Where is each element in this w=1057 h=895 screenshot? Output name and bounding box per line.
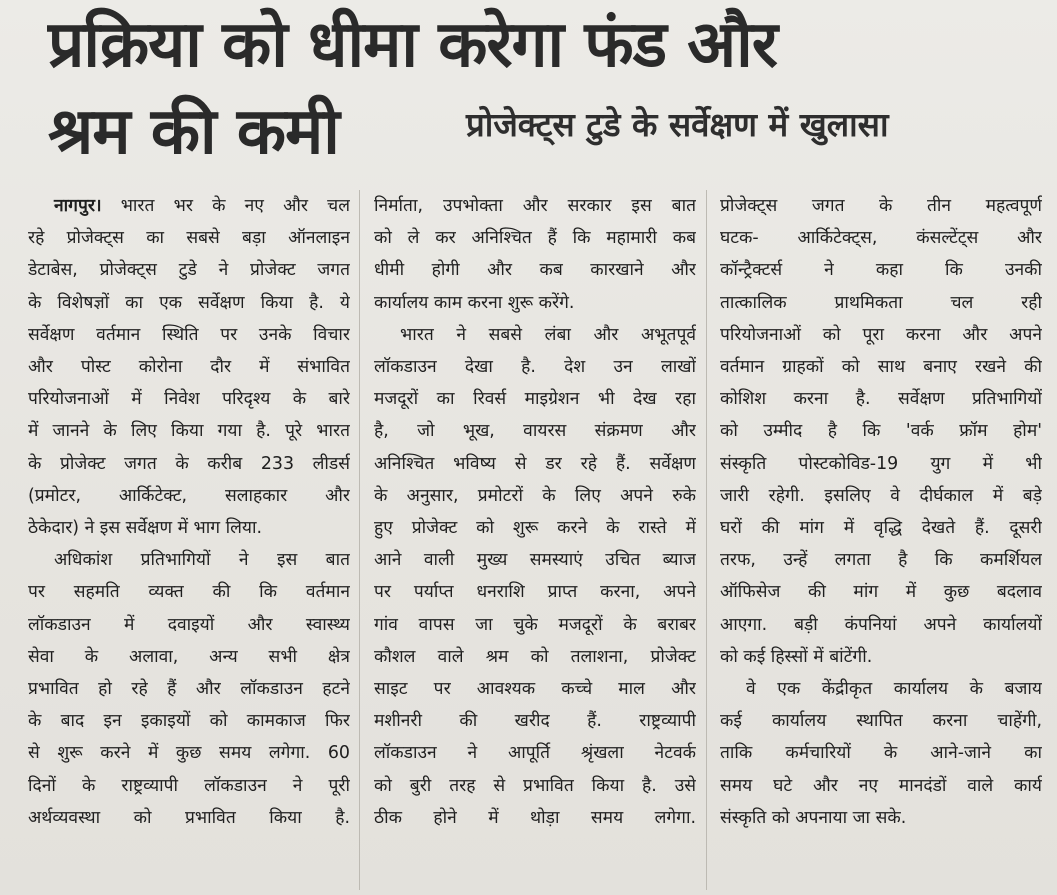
text-line: कौशल वाले श्रम को तलाशना, प्रोजेक्ट xyxy=(374,646,696,667)
text-line: प्रभावित हो रहे हैं और लॉकडाउन हटने xyxy=(28,679,350,700)
text-line: अनिश्चित भविष्य से डर रहे हैं. सर्वेक्षण xyxy=(374,453,696,474)
text-line: ऑफिसेज की मांग में कुछ बदलाव xyxy=(720,582,1042,603)
text-line: में जानने के लिए किया गया है. पूरे भारत xyxy=(28,421,350,442)
column-divider xyxy=(359,190,360,890)
text-line: गांव वापस जा चुके मजदूरों के बराबर xyxy=(374,614,696,635)
text-line: सेवा के अलावा, अन्य सभी क्षेत्र xyxy=(28,646,350,667)
text-line: ताकि कर्मचारियों के आने-जाने का xyxy=(720,743,1042,764)
text-line: डेटाबेस, प्रोजेक्ट्स टुडे ने प्रोजेक्ट जगत xyxy=(28,260,350,281)
headline-line-1: प्रक्रिया को धीमा करेगा फंड और xyxy=(48,8,777,82)
text-line: संस्कृति पोस्टकोविड-19 युग में भी xyxy=(720,453,1042,474)
text-line: पर पर्याप्त धनराशि प्राप्त करना, अपने xyxy=(374,582,696,603)
text-line: अर्थव्यवस्था को प्रभावित किया है. xyxy=(28,807,350,828)
text-line: अधिकांश प्रतिभागियों ने इस बात xyxy=(54,550,350,571)
text-line: निर्माता, उपभोक्ता और सरकार इस बात xyxy=(374,196,696,216)
text-line: लॉकडाउन ने आपूर्ति श्रृंखला नेटवर्क xyxy=(374,743,696,764)
text-line: आने वाली मुख्य समस्याएं उचित ब्याज xyxy=(374,550,696,571)
headline-line-2: श्रम की कमी xyxy=(48,95,339,169)
text-line: घरों की मांग में वृद्धि देखते हैं. दूसरी xyxy=(720,518,1042,539)
text-line: वर्तमान ग्राहकों को साथ बनाए रखने की xyxy=(720,357,1042,378)
text-line: लॉकडाउन में दवाइयों और स्वास्थ्य xyxy=(28,614,350,635)
text-line: साइट पर आवश्यक कच्चे माल और xyxy=(374,679,696,700)
subheadline: प्रोजेक्ट्स टुडे के सर्वेक्षण में खुलासा xyxy=(466,105,889,144)
text-line: और पोस्ट कोरोना दौर में संभावित xyxy=(28,357,350,378)
article-column-3 xyxy=(720,190,1042,834)
text-line: को कई हिस्सों में बांटेंगी. xyxy=(720,646,873,667)
text-line: कार्यालय काम करना शुरू करेंगे. xyxy=(374,292,575,313)
text-line: ठेकेदार) ने इस सर्वेक्षण में भाग लिया. xyxy=(28,518,263,539)
article-column-1 xyxy=(28,190,350,834)
text-line: को उम्मीद है कि 'वर्क फ्रॉम होम' xyxy=(720,421,1042,442)
text-line: आएगा. बड़ी कंपनियां अपने कार्यालयों xyxy=(720,614,1042,635)
text-line: कई कार्यालय स्थापित करना चाहेंगी, xyxy=(720,711,1042,732)
text-line: ठीक होने में थोड़ा समय लगेगा. xyxy=(374,807,696,828)
text-line: सर्वेक्षण वर्तमान स्थिति पर उनके विचार xyxy=(28,324,350,345)
text-line: के बाद इन इकाइयों को कामकाज फिर xyxy=(28,711,350,732)
text-line: मजदूरों का रिवर्स माइग्रेशन भी देख रहा xyxy=(374,389,696,410)
text-line: तरफ, उन्हें लगता है कि कमर्शियल xyxy=(720,550,1042,571)
text-line: घटक- आर्किटेक्ट्स, कंसल्टेंट्स और xyxy=(720,228,1042,249)
text-line: को ले कर अनिश्चित हैं कि महामारी कब xyxy=(374,228,696,249)
text-line: समय घटे और नए मानदंडों वाले कार्य xyxy=(720,775,1042,796)
text-line: (प्रमोटर, आर्किटेक्ट, सलाहकार और xyxy=(28,485,350,506)
text-line: भारत ने सबसे लंबा और अभूतपूर्व xyxy=(400,324,696,345)
text-line: के प्रोजेक्ट जगत के करीब 233 लीडर्स xyxy=(28,453,350,474)
column-divider xyxy=(706,190,707,890)
text-line: वे एक केंद्रीकृत कार्यालय के बजाय xyxy=(746,679,1042,700)
text-line: कॉन्ट्रैक्टर्स ने कहा कि उनकी xyxy=(720,260,1042,281)
text-line: के अनुसार, प्रमोटरों के लिए अपने रुके xyxy=(374,485,696,506)
text-line: दिनों के राष्ट्रव्यापी लॉकडाउन ने पूरी xyxy=(28,775,350,796)
text-line: हुए प्रोजेक्ट को शुरू करने के रास्ते में xyxy=(374,518,696,539)
text-line: पर सहमति व्यक्त की कि वर्तमान xyxy=(28,582,350,603)
article-column-2 xyxy=(374,190,696,834)
text-line: के विशेषज्ञों का एक सर्वेक्षण किया है. ये xyxy=(28,292,350,313)
text-line: मशीनरी की खरीद हैं. राष्ट्रव्यापी xyxy=(374,711,696,732)
text-line: से शुरू करने में कुछ समय लगेगा. 60 xyxy=(28,743,350,764)
text-line: तात्कालिक प्राथमिकता चल रही xyxy=(720,292,1042,313)
text-line: को बुरी तरह से प्रभावित किया है. उसे xyxy=(374,775,696,796)
text-line: संस्कृति को अपनाया जा सके. xyxy=(720,807,907,828)
text-line: परियोजनाओं को पूरा करना और अपने xyxy=(720,324,1042,345)
text-line: है, जो भूख, वायरस संक्रमण और xyxy=(374,421,696,442)
text-line: नागपुर। भारत भर के नए और चल xyxy=(54,196,350,216)
text-line: परियोजनाओं में निवेश परिदृश्य के बारे xyxy=(28,389,350,410)
text-line: जारी रहेगी. इसलिए वे दीर्घकाल में बड़े xyxy=(720,485,1042,506)
text-line: लॉकडाउन देखा है. देश उन लाखों xyxy=(374,357,696,378)
text-line: प्रोजेक्ट्स जगत के तीन महत्वपूर्ण xyxy=(720,196,1042,216)
text-line: धीमी होगी और कब कारखाने और xyxy=(374,260,696,281)
dateline: नागपुर। xyxy=(54,196,102,216)
text-line: कोशिश करना है. सर्वेक्षण प्रतिभागियों xyxy=(720,389,1042,410)
text-line: रहे प्रोजेक्ट्स का सबसे बड़ा ऑनलाइन xyxy=(28,228,350,249)
